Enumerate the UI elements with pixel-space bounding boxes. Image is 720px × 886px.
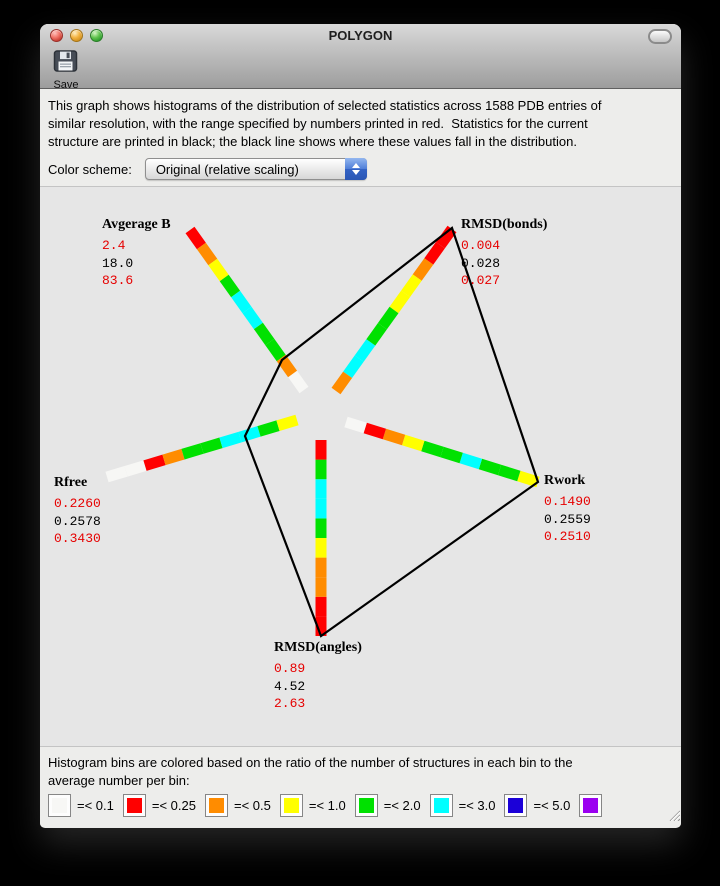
histogram-segment-avgb-orange — [201, 246, 212, 262]
legend-swatch-white — [48, 794, 71, 817]
histogram-segment-bonds-orange — [417, 261, 429, 277]
legend-swatch-blue — [504, 794, 527, 817]
legend-swatch-cyan — [430, 794, 453, 817]
description-line: similar resolution, with the range specified by numbers printed in red. Statistics for the current — [48, 116, 588, 131]
axis-label: Rfree — [54, 475, 88, 490]
polygon-window — [40, 24, 681, 828]
histogram-segment-bonds-cyan — [348, 359, 360, 375]
legend-swatch-orange — [205, 794, 228, 817]
legend-item-orange — [205, 794, 271, 817]
histogram-segment-avgb-white — [293, 374, 304, 390]
histogram-segment-rfree-yellow — [278, 420, 297, 426]
histogram-segment-rwork-green — [442, 452, 461, 458]
axis-current-value: 18.0 — [102, 255, 134, 271]
axis-max-value: 0.3430 — [54, 531, 101, 546]
legend-label: =< 0.25 — [151, 798, 196, 813]
legend-item-yellow — [280, 794, 346, 817]
histogram-segment-rfree-green — [183, 449, 202, 455]
histogram-segment-avgb-yellow — [213, 262, 224, 278]
axis-label: RMSD(bonds) — [461, 217, 548, 232]
histogram-segment-avgb-green — [270, 342, 281, 358]
legend-item-purple — [579, 794, 602, 817]
legend-swatch-yellow — [280, 794, 303, 817]
axis-rwork — [544, 473, 591, 546]
histogram-segment-rwork-red — [365, 428, 384, 434]
minimize-button[interactable] — [70, 29, 83, 42]
histogram-segment-bonds-cyan — [359, 342, 371, 358]
histogram-segment-avgb-green — [224, 278, 235, 294]
legend-intro-line: average number per bin: — [48, 773, 190, 788]
legend-swatch-purple — [579, 794, 602, 817]
histogram-segment-bonds-red — [429, 245, 441, 261]
color-scheme-label: Color scheme: — [48, 161, 132, 177]
histogram-segment-rwork-green — [480, 464, 499, 470]
zoom-button[interactable] — [90, 29, 103, 42]
color-scheme-selected-value: Original (relative scaling) — [155, 161, 299, 177]
axis-min-value: 0.89 — [274, 661, 306, 676]
save-button[interactable] — [48, 49, 84, 91]
histogram-segment-rfree-white — [126, 466, 145, 472]
legend-item-cyan — [430, 794, 496, 817]
axis-min-value: 0.004 — [461, 238, 501, 253]
histogram-segment-rwork-green — [500, 470, 519, 476]
histogram-segment-rwork-yellow — [404, 440, 423, 446]
axis-min-value: 0.1490 — [544, 494, 591, 509]
axis-rmsd-angles — [274, 640, 362, 713]
histogram-segment-rfree-green — [202, 443, 221, 449]
save-icon — [53, 49, 79, 78]
legend-panel — [40, 746, 681, 827]
histogram-segment-rfree-green — [259, 426, 278, 432]
toolbar — [40, 47, 681, 89]
axis-max-value: 2.63 — [274, 696, 306, 711]
close-button[interactable] — [50, 29, 63, 42]
histogram-segment-rfree-cyan — [240, 431, 259, 437]
legend-row — [48, 794, 673, 817]
legend-item-white — [48, 794, 114, 817]
legend-item-red — [123, 794, 196, 817]
legend-swatch-green — [355, 794, 378, 817]
axis-current-value: 4.52 — [274, 678, 306, 694]
axis-label: Avgerage B — [102, 217, 171, 232]
axis-label: RMSD(angles) — [274, 640, 362, 655]
color-scheme-dropdown[interactable] — [145, 158, 367, 180]
histogram-segment-bonds-green — [371, 326, 383, 342]
polygon-plot — [40, 187, 681, 746]
legend-label: =< 1.0 — [308, 798, 346, 813]
histogram-segment-bonds-yellow — [394, 294, 406, 310]
axis-min-value: 0.2260 — [54, 496, 101, 511]
legend-label: =< 2.0 — [383, 798, 421, 813]
histogram-segment-avgb-red — [190, 230, 201, 246]
histogram-segment-rwork-green — [423, 446, 442, 452]
window-controls — [50, 29, 103, 42]
resize-grip[interactable] — [667, 808, 680, 826]
legend-item-green — [355, 794, 421, 817]
histogram-segment-rwork-orange — [384, 434, 403, 440]
histogram-segment-rfree-cyan — [221, 437, 240, 443]
save-button-label: Save — [53, 79, 79, 91]
axis-max-value: 0.027 — [461, 273, 501, 288]
toolbar-toggle-button[interactable] — [648, 29, 672, 44]
axis-rmsd-bonds — [461, 217, 547, 290]
histogram-segment-rwork-white — [346, 422, 365, 428]
histogram-segment-avgb-cyan — [236, 294, 247, 310]
axis-average-b — [102, 217, 171, 290]
description-line: This graph shows histograms of the distribution of selected statistics across 1588 PDB entries of — [48, 98, 602, 113]
axis-current-value: 0.2578 — [54, 513, 101, 529]
legend-label: =< 3.0 — [458, 798, 496, 813]
histogram-segment-bonds-orange — [336, 375, 348, 391]
legend-label: =< 0.1 — [77, 798, 114, 813]
description-line: structure are printed in black; the black line shows where these values fall in the distribution. — [48, 134, 577, 149]
axis-max-value: 83.6 — [102, 273, 134, 288]
axis-rfree — [54, 475, 101, 548]
legend-swatch-red — [123, 794, 146, 817]
axis-label: Rwork — [544, 473, 586, 488]
color-scheme-row — [48, 158, 673, 180]
axis-max-value: 0.2510 — [544, 529, 591, 544]
histogram-segment-rwork-cyan — [461, 458, 480, 464]
histogram-segment-bonds-yellow — [406, 278, 418, 294]
legend-item-blue — [504, 794, 570, 817]
axis-current-value: 0.2559 — [544, 511, 591, 527]
description-panel — [40, 89, 681, 187]
window-title: POLYGON — [328, 28, 393, 43]
legend-label: =< 5.0 — [533, 798, 571, 813]
legend-intro-line: Histogram bins are colored based on the ratio of the number of structures in each bin to the — [48, 755, 573, 770]
histogram-segment-rfree-red — [145, 460, 164, 466]
axis-min-value: 2.4 — [102, 238, 126, 253]
histogram-segment-rfree-white — [107, 471, 126, 477]
legend-label: =< 0.5 — [233, 798, 271, 813]
histogram-segment-rfree-orange — [164, 454, 183, 460]
dropdown-arrows-icon — [345, 158, 367, 180]
titlebar — [40, 24, 681, 47]
histogram-segment-bonds-green — [382, 310, 394, 326]
histogram-segment-avgb-cyan — [247, 310, 258, 326]
histogram-segment-avgb-green — [258, 326, 269, 342]
axis-current-value: 0.028 — [461, 255, 501, 271]
